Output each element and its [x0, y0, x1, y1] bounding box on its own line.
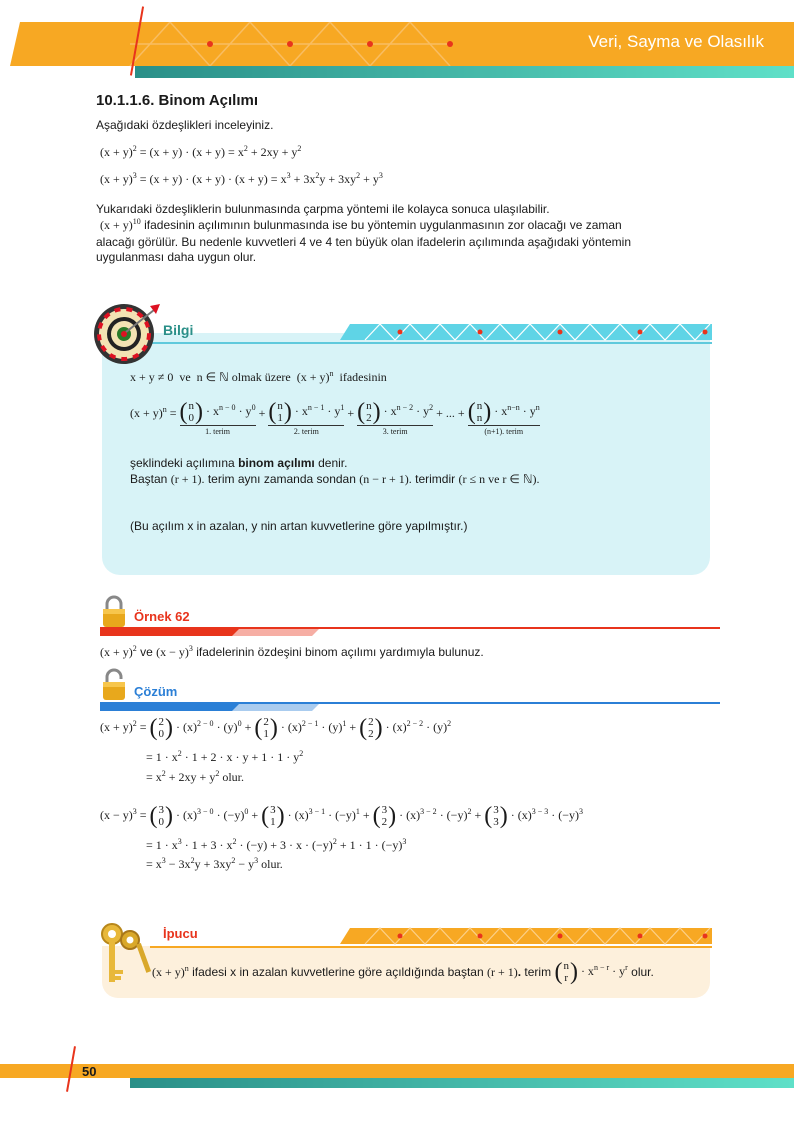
ipucu-text: $(x + y)^n$ ifadesi x in azalan kuvvetlerine göre açıldığında baştan (r + 1) . terim ( n r ) · $x^{n - r} \cdot y^r$ olur. — [152, 959, 654, 985]
ornek-question: $(x + y)^2$ ve $(x - y)^3$ ifadelerinin özdeşini binom açılımı yardımıyla bulunuz. — [100, 644, 484, 659]
bilgi-definition: şeklindeki açılımına binom açılımı denir. — [130, 456, 348, 470]
dartboard-icon — [92, 298, 164, 370]
keys-icon — [96, 920, 152, 988]
footer-band — [0, 1058, 794, 1092]
term-label-3: 3. terim — [357, 425, 433, 436]
intro-text: Aşağıdaki özdeşlikleri inceleyiniz. — [96, 118, 274, 132]
bilgi-condition: x + y ≠ 0 ve n ∈ ℕ olmak üzere $(x + y)^n$ ifadesinin — [130, 369, 387, 384]
term-label-2: 2. terim — [268, 425, 344, 436]
identity-cube: $(x + y)^3 = (x + y) \cdot (x + y) \cdot (x + y) = x^3 + 3x^2y + 3xy^2 + y^3$ — [100, 171, 383, 186]
ipucu-banner — [150, 926, 712, 950]
solution-square-line2: = $1 \cdot x^2 \cdot 1 + 2 \cdot x \cdot y + 1 \cdot 1 \cdot y^2$ — [146, 749, 304, 764]
binomial-formula: $(x + y)^n$ = ( n 0 ) · $x^{n - 0} \cdot y^0$ 1. terim + ( n 1 ) · $x^{n - 1} \cdot y^1$ 2. terim + ( n 2 ) · $x^{n - 2} \cdot y^2$ 3. terim + ... + ( n n ) · $x^{n-n} \cdot y^n$ (n+1). terim — [130, 399, 540, 436]
chapter-title: Veri, Sayma ve Olasılık — [588, 32, 764, 51]
bilgi-term-rule: Baştan (r + 1). terim aynı zamanda sondan (n − r + 1). terimdir (r ≤ n ve r ∈ ℕ). — [130, 472, 540, 486]
paragraph-line-2: $(x + y)^{10}$ ifadesinin açılımının bulunmasında ise bu yöntemin uygulanmasının zor olacağı ve zaman — [100, 217, 622, 232]
cozum-title: Çözüm — [134, 684, 178, 699]
solution-cube-line1: $(x - y)^3$ = ( 3 0 ) · $(x)^{3 - 0} \cdot (-y)^0$ + ( 3 1 ) · $(x)^{3 - 1} \cdot (-y)^1$ + ( 3 2 ) · $(x)^{3 - 2} \cdot (-y)^2$ + ( 3 3 ) · $(x)^{3 - 3} \cdot (-y)^3$ — [100, 803, 584, 829]
paragraph-line-1: Yukarıdaki özdeşliklerin bulunmasında çarpma yöntemi ile kolayca sonuca ulaşılabilir. — [96, 202, 550, 216]
cozum-bar — [100, 699, 720, 711]
ipucu-title: İpucu — [163, 926, 198, 941]
bilgi-banner — [150, 322, 712, 346]
open-lock-icon — [100, 668, 128, 702]
term-label-n: (n+1). terim — [468, 425, 540, 436]
solution-square-line3: = $x^2 + 2xy + y^2$ olur. — [146, 769, 244, 784]
header-band — [10, 22, 794, 66]
identity-square: $(x + y)^2 = (x + y) \cdot (x + y) = x^2 + 2xy + y^2$ — [100, 144, 302, 159]
term-label-1: 1. terim — [180, 425, 256, 436]
ornek-bar — [100, 624, 720, 636]
bilgi-title: Bilgi — [163, 322, 194, 338]
section-title: 10.1.1.6. Binom Açılımı — [96, 92, 259, 109]
paragraph-line-4: uygulanması daha uygun olur. — [96, 250, 257, 264]
bilgi-note: (Bu açılım x in azalan, y nin artan kuvvetlerine göre yapılmıştır.) — [130, 519, 468, 533]
solution-cube-line3: = $x^3 - 3x^2y + 3xy^2 - y^3$ olur. — [146, 856, 283, 871]
ornek-title: Örnek 62 — [134, 609, 190, 624]
page-number: 50 — [82, 1064, 97, 1079]
paragraph-line-3: alacağı görülür. Bu nedenle kuvvetleri 4 ve 4 ten büyük olan ifadelerin açılımında aşağıdaki yöntemin — [96, 235, 631, 249]
solution-square-line1: $(x + y)^2$ = ( 2 0 ) · $(x)^{2 - 0} \cdot (y)^0$ + ( 2 1 ) · $(x)^{2 - 1} \cdot (y)^1$ + ( 2 2 ) · $(x)^{2 - 2} \cdot (y)^2$ — [100, 715, 452, 741]
solution-cube-line2: = $1 \cdot x^3 \cdot 1 + 3 \cdot x^2 \cdot (-y) + 3 \cdot x \cdot (-y)^2 + 1 \cdot 1 \cdot (-y)^3$ — [146, 837, 407, 852]
